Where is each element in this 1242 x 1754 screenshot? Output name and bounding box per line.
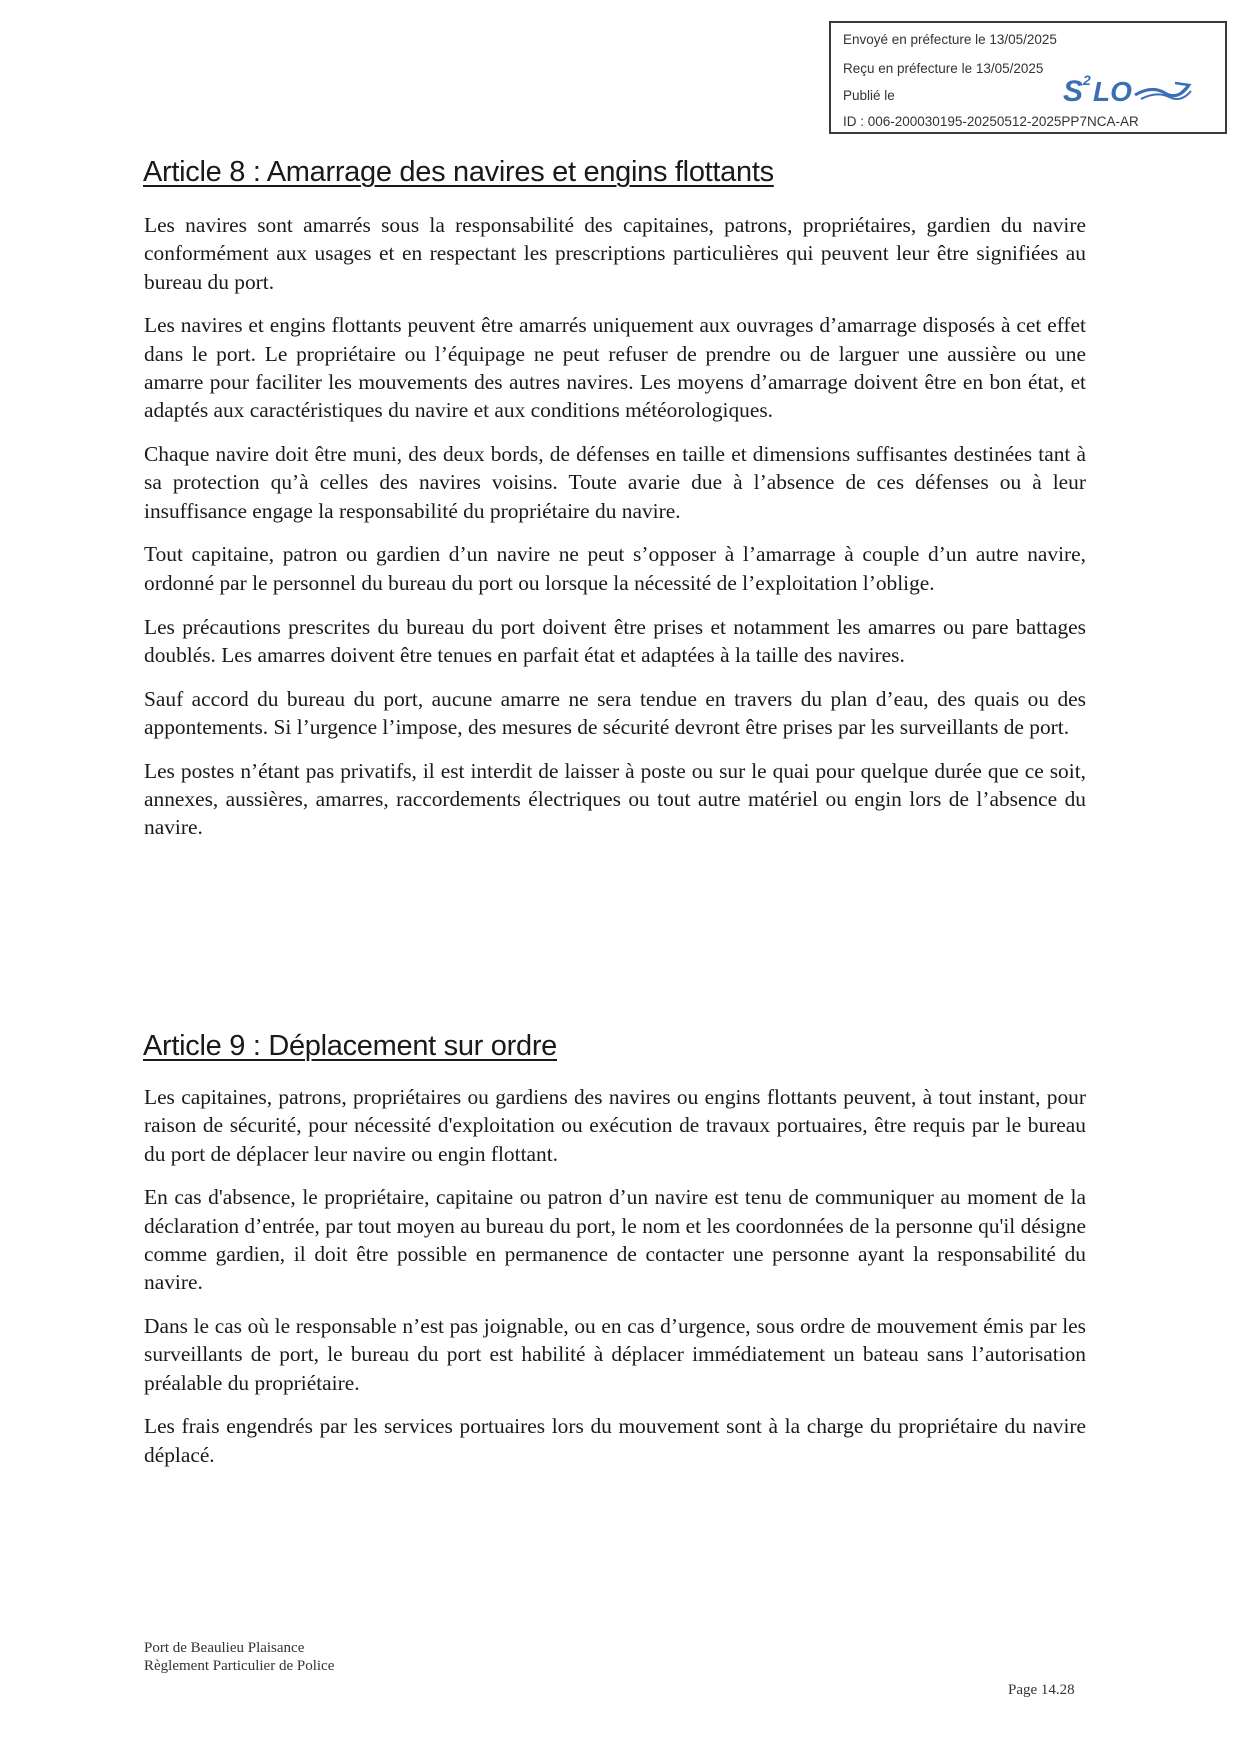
svg-text:LO: LO bbox=[1093, 76, 1132, 107]
paragraph: En cas d'absence, le propriétaire, capitaine ou patron d’un navire est tenu de communiquer au moment de la déclaration d’entrée, par tout moyen au bureau du port, le nom et les coordonnées de la personne qu'il désigne comme gardien, il doit être possible en permanence de contacter une personne ayant la responsabilité du navire. bbox=[144, 1185, 1086, 1295]
paragraph: Les précautions prescrites du bureau du port doivent être prises et notamment les amarres ou pare battages doublés. Les amarres doivent être tenues en parfait état et adaptées à la taille des navires. bbox=[144, 614, 1086, 667]
article-8-body bbox=[144, 211, 1086, 857]
paragraph: Dans le cas où le responsable n’est pas joignable, ou en cas d’urgence, sous ordre de mouvement émis par les surveillants de port, le bureau du port est habilité à déplacer immédiatement un bateau sans l’autorisation préalable du propriétaire. bbox=[144, 1314, 1086, 1395]
stamp-id: ID : 006-200030195-20250512-2025PP7NCA-AR bbox=[843, 114, 1139, 129]
paragraph: Les capitaines, patrons, propriétaires ou gardiens des navires ou engins flottants peuvent, à tout instant, pour raison de sécurité, pour nécessité d'exploitation ou exécution de travaux portuaires, être requis par le bureau du port de déplacer leur navire ou engin flottant. bbox=[144, 1085, 1086, 1166]
article-9-body bbox=[144, 1083, 1086, 1485]
footer-port-name: Port de Beaulieu Plaisance bbox=[144, 1640, 305, 1656]
article-9-title: Article 9 : Déplacement sur ordre bbox=[143, 1030, 557, 1062]
page-number: Page 14.28 bbox=[1008, 1682, 1075, 1698]
prefecture-stamp bbox=[829, 21, 1227, 134]
stamp-sent-date: Envoyé en préfecture le 13/05/2025 bbox=[843, 32, 1057, 47]
svg-text:S: S bbox=[1063, 75, 1084, 108]
paragraph: Tout capitaine, patron ou gardien d’un navire ne peut s’opposer à l’amarrage à couple d’un autre navire, ordonné par le personnel du bureau du port ou lorsque la nécessité de l’exploitation l’oblige. bbox=[144, 542, 1086, 595]
s2lo-logo-icon bbox=[1057, 63, 1195, 113]
paragraph: Les navires sont amarrés sous la responsabilité des capitaines, patrons, propriétaires, gardien du navire conformément aux usages et en respectant les prescriptions particulières qui peuvent leur être signifiées au bureau du port. bbox=[144, 213, 1086, 294]
paragraph: Les postes n’étant pas privatifs, il est interdit de laisser à poste ou sur le quai pour quelque durée que ce soit, annexes, aussières, amarres, raccordements électriques ou tout autre matériel ou engin lors de l’absence du navire. bbox=[144, 758, 1086, 840]
stamp-received-date: Reçu en préfecture le 13/05/2025 bbox=[843, 61, 1044, 76]
paragraph: Sauf accord du bureau du port, aucune amarre ne sera tendue en travers du plan d’eau, des quais ou des appontements. Si l’urgence l’impose, des mesures de sécurité devront être prises par les surveillants de port. bbox=[144, 686, 1086, 739]
paragraph: Les navires et engins flottants peuvent être amarrés uniquement aux ouvrages d’amarrage disposés à cet effet dans le port. Le propriétaire ou l’équipage ne peut refuser de prendre ou de larguer une aussière ou une amarre pour faciliter les mouvements des autres navires. Les moyens d’amarrage doivent être en bon état, et adaptés aux caractéristiques du navire et aux conditions météorologiques. bbox=[144, 313, 1086, 423]
footer-doc-name: Règlement Particulier de Police bbox=[144, 1658, 335, 1674]
article-8-title: Article 8 : Amarrage des navires et engins flottants bbox=[143, 156, 774, 188]
paragraph: Chaque navire doit être muni, des deux bords, de défenses en taille et dimensions suffisantes destinées tant à sa protection qu’à celles des navires voisins. Toute avarie due à l’absence de ces défenses ou à leur insuffisance engage la responsabilité du propriétaire du navire. bbox=[144, 442, 1086, 523]
document-footer bbox=[144, 1639, 334, 1675]
paragraph: Les frais engendrés par les services portuaires lors du mouvement sont à la charge du propriétaire du navire déplacé. bbox=[144, 1414, 1086, 1467]
stamp-published: Publié le bbox=[843, 88, 895, 103]
svg-text:2: 2 bbox=[1083, 72, 1091, 88]
